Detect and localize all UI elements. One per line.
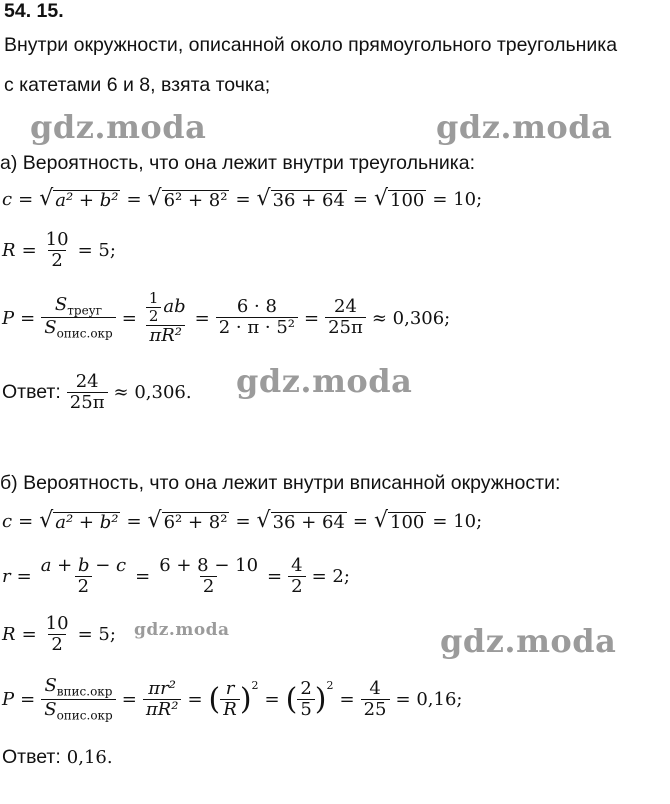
- part-b-R-line: R = $\frac{10}{2}$ = 5;: [2, 613, 116, 655]
- part-a-heading: а) Вероятность, что она лежит внутри треугольника:: [0, 152, 476, 174]
- part-b-c-line: c = √ a² + b² = √ 6² + 8² = √ 36 + 64 = √ 100 = 10;: [2, 508, 483, 534]
- part-b-answer: Ответ: 0,16.: [2, 746, 113, 768]
- part-b-r-line: r = $\frac{a + b - c}{2}$ = $\frac{6 + 8 - 10}{2}$ = $\frac{4}{2}$ = 2;: [2, 555, 350, 597]
- watermark-5: gdz.moda: [440, 622, 617, 660]
- watermark-4: gdz.moda: [134, 620, 230, 640]
- intro-line-1: Внутри окружности, описанной около прямоугольного треугольника: [4, 34, 618, 56]
- problem-number: 54. 15.: [4, 0, 64, 22]
- part-a-c-line: c = √ a² + b² = √ 6² + 8² = √ 36 + 64 = √ 100 = 10;: [2, 186, 483, 212]
- part-a-P-line: P = $\frac{S_{треуг}}{S_{опис.окр}}$ = $\frac{1}{2}$ ab πR² = $\frac{6 \cdot 8}{\text{2 · π · 5²}}$ = $\frac{24}{25\pi}$ ≈ 0,306;: [2, 289, 451, 346]
- intro-line-2: с катетами 6 и 8, взята точка;: [4, 74, 271, 96]
- part-a-R-line: R = $\frac{10}{2}$ = 5;: [2, 229, 116, 271]
- watermark-1: gdz.moda: [30, 108, 207, 146]
- part-a-answer: Ответ: $\frac{24}{25\pi}$ ≈ 0,306.: [2, 371, 192, 413]
- watermark-2: gdz.moda: [436, 108, 613, 146]
- part-b-heading: б) Вероятность, что она лежит внутри вписанной окружности:: [0, 472, 561, 494]
- part-b-P-line: P = $\frac{S_{впис.окр}}{S_{опис.окр}}$ = $\frac{\text{πr²}}{\text{πR²}}$ = ( $\frac{r}{R}$ ) $^2$ = ( $\frac{2}{5}$ ) $^2$ = $\frac{4}{25}$ = 0,16;: [2, 675, 463, 723]
- watermark-3: gdz.moda: [236, 362, 413, 400]
